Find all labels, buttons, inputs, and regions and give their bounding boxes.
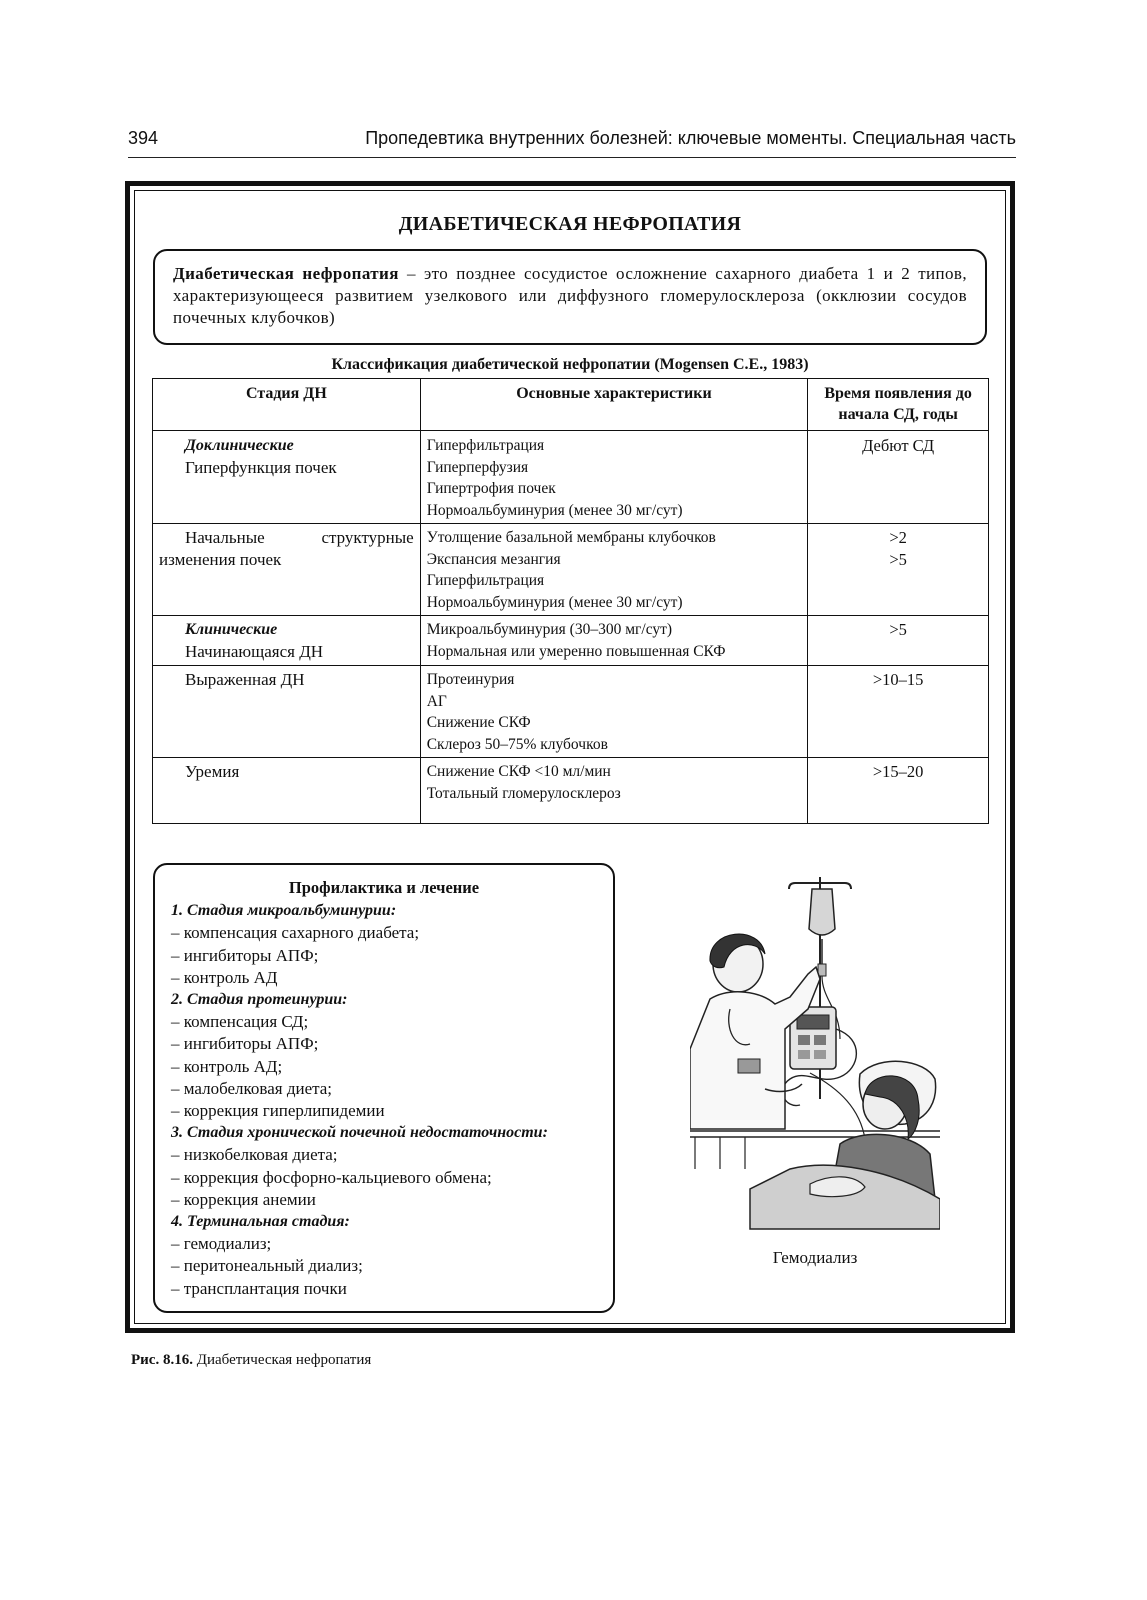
- treatment-item: – коррекция анемии: [171, 1189, 316, 1209]
- definition-term: Диабетическая нефропатия: [173, 264, 399, 283]
- table-row: [153, 524, 989, 616]
- table-row: [153, 666, 989, 758]
- characteristics-cell: [420, 666, 807, 758]
- treatment-item: – ингибиторы АПФ;: [171, 945, 319, 965]
- stage-name: Уремия: [185, 762, 240, 781]
- onset-time: >2: [889, 528, 907, 547]
- treatment-stage-title: 3. Стадия хронической почечной недостаточности:: [171, 1124, 548, 1142]
- stage-name-line2: изменения почек: [159, 550, 282, 569]
- treatment-item: – компенсация сахарного диабета;: [171, 923, 420, 943]
- treatment-item: – малобелковая диета;: [171, 1078, 333, 1098]
- time-cell: [808, 616, 989, 666]
- treatment-item: – трансплантация почки: [171, 1278, 347, 1298]
- characteristic: АГ: [426, 692, 447, 710]
- stage-cell: [153, 666, 421, 758]
- treatment-item: – коррекция фосфорно-кальциевого обмена;: [171, 1167, 492, 1187]
- treatment-item: – коррекция гиперлипидемии: [171, 1101, 385, 1121]
- characteristic: Снижение СКФ <10 мл/мин: [426, 763, 611, 780]
- onset-time: >5: [889, 550, 907, 569]
- bed-rail: [690, 1131, 940, 1137]
- characteristic: Гиперфильтрация: [426, 437, 545, 454]
- stage-name: Выраженная ДН: [185, 670, 305, 689]
- treatment-stage-title: 2. Стадия протеинурии:: [171, 991, 348, 1009]
- characteristic: Протеинурия: [426, 671, 515, 688]
- page-number: 394: [128, 128, 159, 148]
- stage-name: Начинающаяся ДН: [185, 642, 324, 661]
- onset-time: >5: [889, 620, 907, 639]
- running-title: Пропедевтика внутренних болезней: ключевые моменты. Специальная часть: [365, 128, 1016, 148]
- figure-caption-text: Диабетическая нефропатия: [192, 1352, 372, 1368]
- characteristic: Снижение СКФ: [426, 714, 531, 731]
- characteristics-cell: [420, 758, 807, 824]
- time-cell: [808, 431, 989, 524]
- illustration-caption: Гемодиализ: [772, 1248, 858, 1267]
- treatment-title: Профилактика и лечение: [288, 878, 480, 897]
- table-row: [153, 758, 989, 824]
- treatment-stage-title: 1. Стадия микроальбуминурии:: [171, 902, 397, 920]
- time-cell: [808, 758, 989, 824]
- page-header: [128, 128, 1016, 158]
- treatment-item: – компенсация СД;: [171, 1012, 309, 1032]
- header-stage: Стадия ДН: [153, 379, 421, 431]
- classification-table: [152, 378, 989, 824]
- treatment-item: – контроль АД;: [171, 1056, 283, 1076]
- characteristic: Склероз 50–75% клубочков: [426, 735, 608, 753]
- stage-group-label: Доклинические: [185, 437, 294, 454]
- table-row: [153, 431, 989, 524]
- characteristics-cell: [420, 431, 807, 524]
- figure-title: ДИАБЕТИЧЕСКАЯ НЕФРОПАТИЯ: [398, 213, 742, 235]
- table-row: [153, 616, 989, 666]
- treatment-item: – перитонеальный диализ;: [171, 1256, 363, 1276]
- characteristics-cell: [420, 616, 807, 666]
- characteristic: Тотальный гломерулосклероз: [426, 784, 621, 802]
- classification-title: Классификация диабетической нефропатии (Mogensen C.E., 1983): [331, 356, 809, 373]
- header-characteristics: Основные характеристики: [420, 379, 807, 431]
- stage-cell: [153, 524, 421, 616]
- header-time: Время появления до начала СД, годы: [808, 379, 989, 431]
- onset-time: Дебют СД: [862, 436, 935, 455]
- stage-cell: [153, 431, 421, 524]
- stage-cell: [153, 758, 421, 824]
- treatment-item: – ингибиторы АПФ;: [171, 1034, 319, 1054]
- characteristic: Нормоальбуминурия (менее 30 мг/сут): [426, 501, 683, 519]
- name-badge: [738, 1059, 760, 1073]
- definition-text: – это позднее сосудистое осложнение сахарного диабета 1 и 2 типов, характеризующееся развитием узелкового или диффузного гломерулосклероза (окклюзии сосудов почечных клубочков): [173, 264, 968, 327]
- figure-frame: [125, 181, 1015, 1333]
- stage-name-line1: Начальные структурные: [185, 528, 414, 547]
- characteristic: Утолщение базальной мембраны клубочков: [426, 529, 716, 546]
- table-header-row: [153, 379, 989, 431]
- time-cell: [808, 666, 989, 758]
- stage-cell: [153, 616, 421, 666]
- hemodialysis-illustration: [690, 869, 940, 1234]
- figure-caption-label: Рис. 8.16.: [131, 1352, 193, 1368]
- iv-bag: [809, 889, 835, 935]
- figure-inner-border: [134, 190, 1006, 1324]
- treatment-item: – низкобелковая диета;: [171, 1145, 338, 1165]
- stage-group-label: Клинические: [185, 621, 278, 638]
- treatment-item: – гемодиализ;: [171, 1234, 272, 1254]
- characteristics-cell: [420, 524, 807, 616]
- treatment-box: [153, 863, 615, 1313]
- time-cell: [808, 524, 989, 616]
- treatment-stage-title: 4. Терминальная стадия:: [171, 1213, 350, 1231]
- characteristic: Гиперфильтрация: [426, 572, 545, 589]
- stage-name: Гиперфункция почек: [185, 458, 337, 477]
- characteristic: Экспансия мезангия: [426, 550, 561, 568]
- onset-time: >15–20: [872, 762, 924, 781]
- characteristic: Нормоальбуминурия (менее 30 мг/сут): [426, 593, 683, 611]
- treatment-item: – контроль АД: [171, 967, 278, 987]
- definition-box: [153, 249, 987, 345]
- characteristic: Гиперперфузия: [426, 458, 529, 476]
- characteristic: Гипертрофия почек: [426, 480, 556, 497]
- onset-time: >10–15: [872, 670, 924, 689]
- characteristic: Микроальбуминурия (30–300 мг/сут): [426, 621, 673, 638]
- characteristic: Нормальная или умеренно повышенная СКФ: [426, 642, 726, 660]
- figure-caption: [131, 1352, 371, 1369]
